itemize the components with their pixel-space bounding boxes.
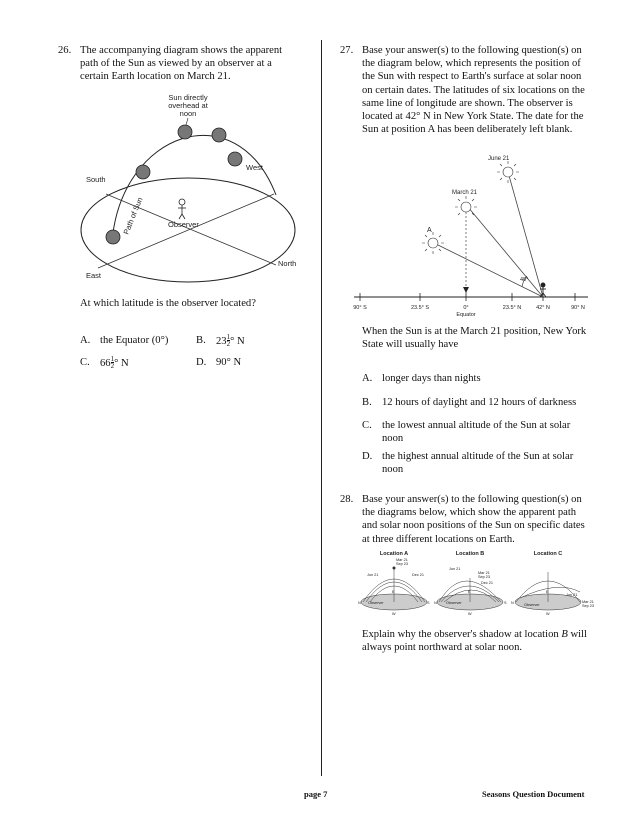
c-date-mar: Mar 21 xyxy=(582,600,594,604)
lat-label-23n: 23.5° N xyxy=(502,305,522,311)
b-compass-e: E xyxy=(468,590,471,594)
b-compass-w: W xyxy=(468,612,472,616)
a-compass-s: S xyxy=(427,601,430,605)
prompt-part-1: Explain why the observer's shadow at location xyxy=(362,629,562,640)
a-date-dec: Dec 21 xyxy=(412,573,425,577)
lat-label-0: 0° xyxy=(463,305,469,311)
question-28-stem-block xyxy=(340,493,590,546)
fraction-denominator: 2 xyxy=(226,340,231,348)
question-27-stem-block xyxy=(340,44,590,136)
question-stem: Base your answer(s) to the following question(s) on the diagram below, which represents the position of the Sun with respect to Earth's surface at solar noon on certain dates. The latitudes of six locations on the same line of longitude are shown. The observer is located at 42° N in New York State. The date for the Sun at position A has been deliberately left blank. xyxy=(362,45,585,136)
a-observer: Observer xyxy=(368,601,384,605)
label-west: West xyxy=(246,163,263,172)
question-26-prompt: At which latitude is the observer located? xyxy=(80,298,256,309)
label-observer: Observer xyxy=(168,220,199,229)
location-a-diagram xyxy=(358,558,430,616)
sun-june-21 xyxy=(497,161,519,183)
option-text: the Equator (0°) xyxy=(100,335,169,346)
label-location-b: Location B xyxy=(455,551,485,557)
question-number: 27. xyxy=(340,45,354,56)
question-27 xyxy=(340,44,590,136)
label-location-a: Location A xyxy=(379,551,409,557)
label-east: East xyxy=(86,271,102,280)
q27-option-a[interactable] xyxy=(362,372,590,386)
b-compass-s: S xyxy=(504,601,507,605)
a-compass-w: W xyxy=(392,612,396,616)
label-north: North xyxy=(278,259,297,268)
label-angle-48: 48° xyxy=(520,277,529,283)
label-sun-overhead-3: noon xyxy=(179,109,197,118)
b-date-jun: Jun 21 xyxy=(449,567,461,571)
label-march-21: March 21 xyxy=(452,190,478,196)
sun-1 xyxy=(106,230,120,244)
fraction-numerator: 1 xyxy=(110,355,115,363)
option-text: the lowest annual altitude of the Sun at solar noon xyxy=(382,420,571,444)
option-text: longer days than nights xyxy=(382,373,481,384)
question-27-prompt: When the Sun is at the March 21 position, New York State will usually have xyxy=(362,326,587,351)
option-letter: D. xyxy=(196,357,207,368)
document-title: Seasons Question Document xyxy=(482,789,585,799)
lat-label-42n: 42° N xyxy=(536,305,550,311)
label-equator: Equator xyxy=(456,312,476,318)
label-sun-overhead-1: Sun directly xyxy=(168,93,208,102)
label-location-c: Location C xyxy=(533,551,563,557)
fraction-numerator: 1 xyxy=(226,333,231,341)
option-text xyxy=(216,334,245,348)
sun-march-21 xyxy=(455,196,477,215)
prompt-location-b: B xyxy=(561,629,568,640)
fraction-denominator: 2 xyxy=(110,362,115,370)
b-observer: Observer xyxy=(446,601,462,605)
option-letter: B. xyxy=(196,335,206,346)
question-number: 28. xyxy=(340,494,354,505)
sun-4 xyxy=(212,128,226,142)
question-stem: The accompanying diagram shows the apparent path of the Sun as viewed by an observer at a certain Earth location on March 21. xyxy=(80,45,283,83)
equator-arrow xyxy=(463,287,469,293)
question-26-stem-block xyxy=(58,44,286,84)
location-b-diagram xyxy=(434,567,507,616)
q27-option-d[interactable] xyxy=(362,450,590,476)
lat-label-90n: 90° N xyxy=(571,305,585,311)
q27-option-c[interactable] xyxy=(362,419,590,445)
b-date-mar: Mar 21 xyxy=(478,571,490,575)
a-compass-n: N xyxy=(358,601,361,605)
question-28-prompt xyxy=(362,628,590,654)
label-south: South xyxy=(86,175,106,184)
label-path-of-sun: Path of Sun xyxy=(121,196,145,236)
c-compass-e: E xyxy=(546,590,549,594)
sun-5 xyxy=(228,152,242,166)
label-sun-overhead-2: overhead at xyxy=(168,101,208,110)
label-a: A xyxy=(427,227,432,234)
sun-path-diagram xyxy=(76,92,306,290)
ray-march-21 xyxy=(468,207,543,297)
label-june-21: June 21 xyxy=(488,156,510,162)
sun-position-a xyxy=(422,232,444,254)
option-unit: ° N xyxy=(114,358,129,369)
q27-option-b[interactable] xyxy=(362,396,590,410)
option-unit: ° N xyxy=(230,336,245,347)
option-text: the highest annual altitude of the Sun at solar noon xyxy=(382,451,574,475)
c-date-sep: Sep 23 xyxy=(582,604,595,608)
c-observer: Observer xyxy=(524,603,540,607)
sun-noon xyxy=(178,125,192,139)
option-whole: 66 xyxy=(100,358,111,369)
b-date-sep: Sep 23 xyxy=(478,575,491,579)
option-letter: C. xyxy=(80,357,90,368)
prompt-part-2: will always point northward at solar noon. xyxy=(362,629,587,654)
location-c-diagram xyxy=(511,572,594,616)
b-date-dec: Dec 21 xyxy=(481,581,494,585)
a-date-sep: Sep 23 xyxy=(396,562,409,566)
c-compass-w: W xyxy=(546,612,550,616)
question-26 xyxy=(58,44,286,84)
page-number: page 7 xyxy=(304,789,328,799)
c-compass-n: N xyxy=(511,601,514,605)
option-whole: 23 xyxy=(216,336,227,347)
ray-a xyxy=(436,244,543,297)
a-date-mar: Mar 21 xyxy=(396,558,408,562)
option-letter: A. xyxy=(362,373,373,384)
sun-2 xyxy=(136,165,150,179)
a-date-jun: Jun 21 xyxy=(367,573,379,577)
observer-figure xyxy=(178,199,186,219)
option-text: 90° N xyxy=(216,357,242,368)
option-text: 12 hours of daylight and 12 hours of darkness xyxy=(382,397,577,408)
option-letter: A. xyxy=(80,335,91,346)
column-divider xyxy=(321,40,322,776)
three-locations-diagram xyxy=(358,548,595,618)
option-text xyxy=(100,356,129,370)
option-letter: B. xyxy=(362,397,372,408)
c-date-jun: Jun 21 xyxy=(566,593,578,597)
option-letter: C. xyxy=(362,420,372,431)
question-stem: Base your answer(s) to the following question(s) on the diagrams below, which show the apparent path and solar noon positions of the Sun on specific dates at three different locations on Earth. xyxy=(362,494,585,545)
option-letter: D. xyxy=(362,451,373,462)
lat-label-23s: 23.5° S xyxy=(410,305,430,311)
lat-label-90s: 90° S xyxy=(353,305,367,311)
b-compass-n: N xyxy=(434,601,437,605)
a-compass-e: E xyxy=(392,590,395,594)
question-number: 26. xyxy=(58,45,72,56)
label-pointer xyxy=(186,118,188,125)
solar-noon-diagram xyxy=(350,152,595,322)
